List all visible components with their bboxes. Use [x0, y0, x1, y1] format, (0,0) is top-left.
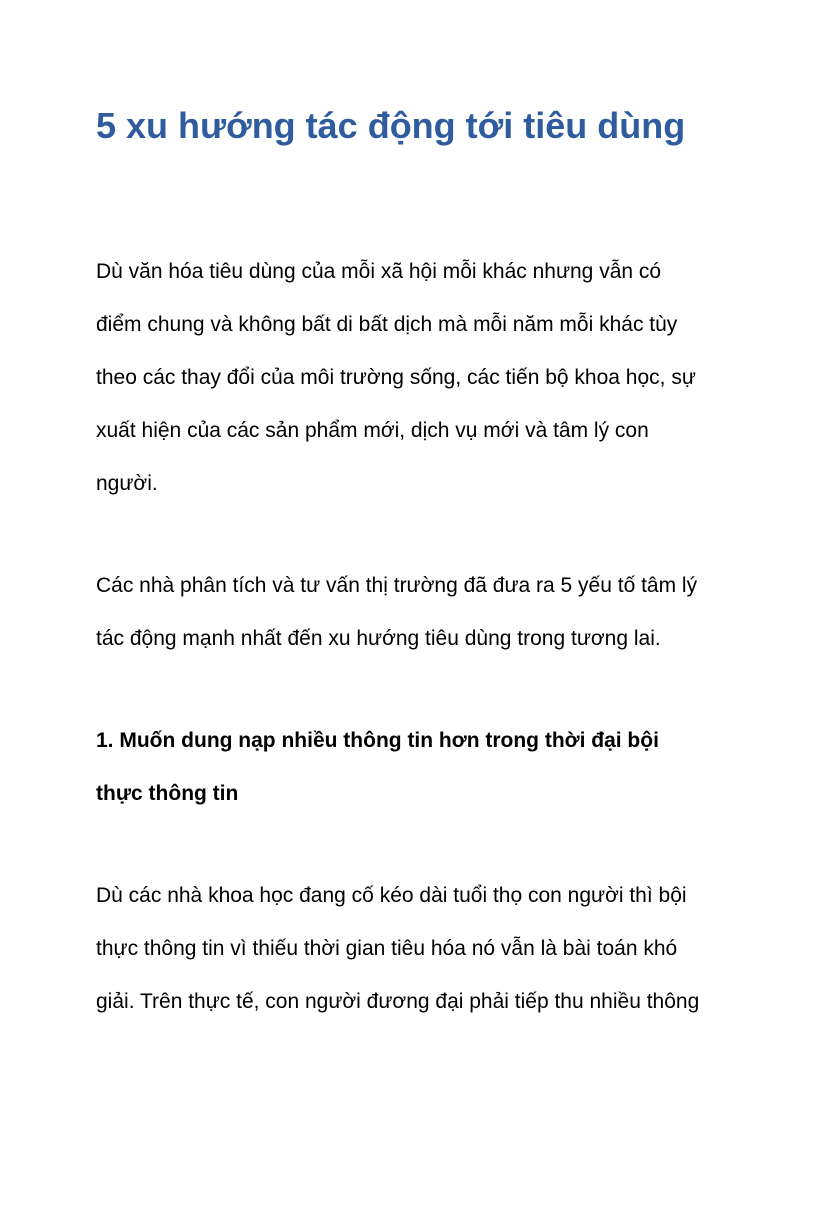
section-heading-1: [96, 714, 744, 820]
paragraph-3: [96, 869, 744, 1028]
paragraph-2: [96, 559, 744, 665]
document-title: 5 xu hướng tác động tới tiêu dùng: [96, 105, 686, 146]
text-line: giải. Trên thực tế, con người đương đại phải tiếp thu nhiều thông: [96, 990, 700, 1013]
paragraph-1: [96, 245, 744, 510]
text-line: Các nhà phân tích và tư vấn thị trường đã đưa ra 5 yếu tố tâm lý: [96, 574, 698, 597]
document-page: [0, 99, 816, 1222]
text-line: điểm chung và không bất di bất dịch mà mỗi năm mỗi khác tùy: [96, 313, 678, 336]
text-line: thực thông tin: [96, 782, 239, 805]
text-line: tác động mạnh nhất đến xu hướng tiêu dùng trong tương lai.: [96, 627, 661, 650]
text-line: Dù văn hóa tiêu dùng của mỗi xã hội mỗi khác nhưng vẫn có: [96, 260, 662, 283]
text-line: xuất hiện của các sản phẩm mới, dịch vụ mới và tâm lý con: [96, 419, 649, 442]
text-line: theo các thay đổi của môi trường sống, các tiến bộ khoa học, sự: [96, 366, 696, 389]
text-line: người.: [96, 472, 158, 495]
text-line: 1. Muốn dung nạp nhiều thông tin hơn trong thời đại bội: [96, 729, 659, 752]
text-line: thực thông tin vì thiếu thời gian tiêu hóa nó vẫn là bài toán khó: [96, 937, 678, 960]
text-line: Dù các nhà khoa học đang cố kéo dài tuổi thọ con người thì bội: [96, 884, 687, 907]
